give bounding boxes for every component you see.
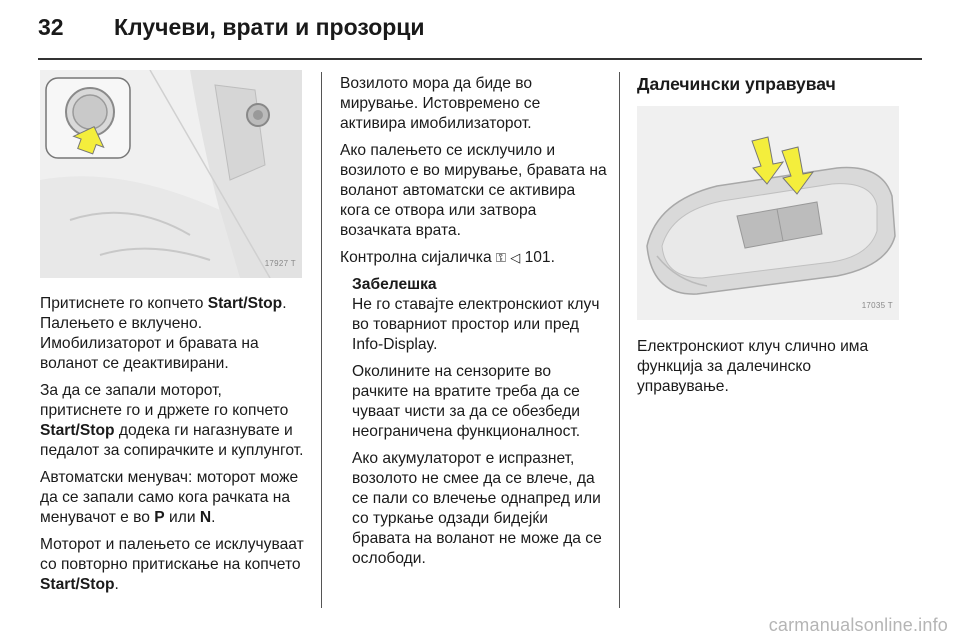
paragraph: Притиснете го копчето Start/Stop. Палењето е вклучено. Имобилизаторот и бравата на воланот се деактивирани. — [40, 295, 287, 372]
section-title: Далечински управувач — [637, 74, 836, 94]
paragraph: Автоматски менувач: моторот може да се запали само кога рачката на менувачот е во P или N. — [40, 469, 299, 526]
paragraph: Ако палењето се исклучило и возилото е во мирување, бравата на воланот автоматски се активира кога се отвора или затвора возачката врата. — [340, 142, 607, 239]
note-box — [340, 275, 608, 569]
start-stop-figure — [40, 70, 302, 278]
column-divider-2 — [619, 72, 620, 608]
paragraph: Електронскиот клуч слично има функција за далечинско управување. — [637, 338, 869, 395]
column-1 — [40, 70, 308, 602]
paragraph: Контролна сијаличка ⚿ ◁ 101. — [340, 249, 555, 266]
page-reference[interactable]: 101. — [520, 249, 555, 266]
column-divider-1 — [321, 72, 322, 608]
page-number: 32 — [38, 14, 64, 40]
page-title: Клучеви, врати и прозорци — [114, 14, 425, 40]
column-3 — [637, 74, 907, 404]
page-header — [38, 14, 425, 54]
start-stop-illustration — [40, 70, 302, 278]
figure-code: 17035 T — [861, 301, 893, 310]
paragraph: Околините на сензорите во рачките на вратите треба да се чуваат чисти за да се обезбеди неограничена функционалност. — [352, 363, 581, 440]
figure-code: 17927 T — [264, 259, 296, 268]
paragraph: Не го ставајте електронскиот клуч во товарниот простор или пред Info-Display. — [352, 296, 600, 353]
watermark: carmanualsonline.info — [768, 615, 948, 635]
paragraph: Ако акумулаторот е испразнет, возолото не смее да се влече, да се пали со влечење однапред или со туркање одзади бидејќи бравата на воланот не може да се ослободи. — [352, 450, 602, 567]
paragraph: За да се запали моторот, притиснете го и држете го копчето Start/Stop додека ги нагазнувате и педалот за сопирачките и куплунгот. — [40, 382, 304, 459]
header-rule — [38, 58, 922, 60]
page-reference-icon: ◁ — [510, 250, 521, 265]
column-2 — [340, 74, 608, 576]
paragraph: Возилото мора да биде во мирување. Истовремено се активира имобилизаторот. — [340, 75, 541, 132]
warning-light-icon: ⚿ — [495, 250, 506, 265]
remote-key-figure — [637, 106, 899, 320]
note-heading: Забелешка — [352, 276, 437, 293]
remote-key-illustration — [637, 106, 899, 320]
paragraph: Моторот и палењето се исклучуваат со повторно притискање на копчето Start/Stop. — [40, 536, 304, 593]
